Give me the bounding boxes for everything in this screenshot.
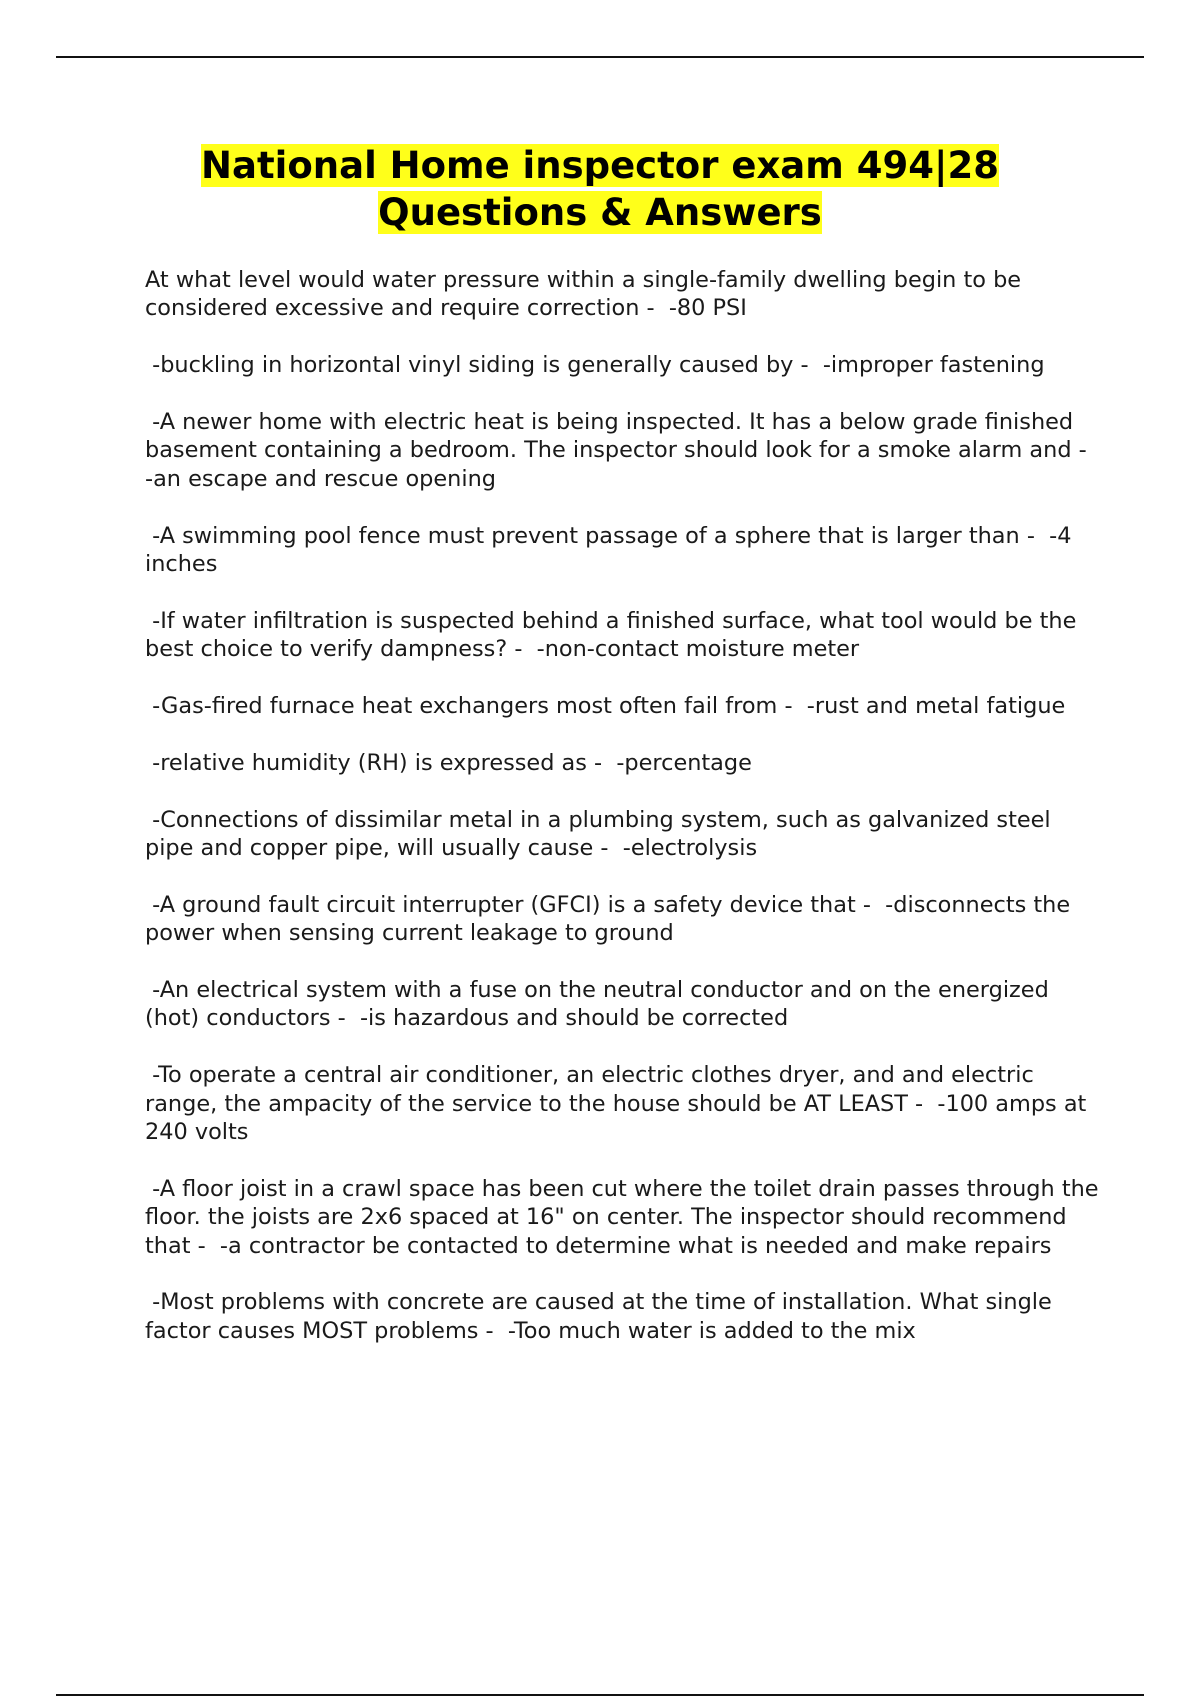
qa-item: -If water infiltration is suspected behind a finished surface, what tool would be the best choice to verify dampness? - -non-contact moisture meter	[145, 607, 1084, 663]
qa-item: -A swimming pool fence must prevent passage of a sphere that is larger than - -4 inches	[145, 522, 1079, 578]
qa-item: -Gas-fired furnace heat exchangers most often fail from - -rust and metal fatigue	[145, 693, 1066, 720]
page-title: National Home inspector exam 494|28 Questions & Answers	[201, 144, 999, 234]
page-top-rule	[56, 56, 1144, 58]
qa-item: -An electrical system with a fuse on the neutral conductor and on the energized (hot) conductors - -is hazardous and should be corrected	[145, 977, 1056, 1032]
qa-item: -Most problems with concrete are caused at the time of installation. What single factor causes MOST problems - -Too much water is added to the mix	[145, 1289, 1059, 1344]
title-block	[145, 142, 1055, 236]
qa-item: -A floor joist in a crawl space has been cut where the toilet drain passes through the floor. the joists are 2x6 spaced at 16" on center. The inspector should recommend that - -a contractor be contacted to determine what is needed and make repairs	[145, 1175, 1106, 1259]
qa-item: -A ground fault circuit interrupter (GFCI) is a safety device that - -disconnects the power when sensing current leakage to ground	[145, 891, 1078, 947]
qa-item: -A newer home with electric heat is being inspected. It has a below grade finished basement containing a bedroom. The inspector should look for a smoke alarm and - -an escape and rescue opening	[145, 409, 1101, 492]
qa-item: -relative humidity (RH) is expressed as - -percentage	[145, 749, 752, 776]
qa-item: -Connections of dissimilar metal in a plumbing system, such as galvanized steel pipe and copper pipe, will usually cause - -electrolysis	[145, 806, 1058, 862]
qa-item: At what level would water pressure within a single-family dwelling begin to be considered excessive and require correction - -80 PSI	[145, 267, 1029, 322]
qa-item: -To operate a central air conditioner, an electric clothes dryer, and and electric range, the ampacity of the service to the house should be AT LEAST - -100 amps at 240 volts	[145, 1062, 1094, 1146]
page-bottom-rule	[56, 1694, 1144, 1696]
qa-list	[145, 266, 1106, 1374]
qa-item: -buckling in horizontal vinyl siding is generally caused by - -improper fastening	[145, 352, 1045, 379]
